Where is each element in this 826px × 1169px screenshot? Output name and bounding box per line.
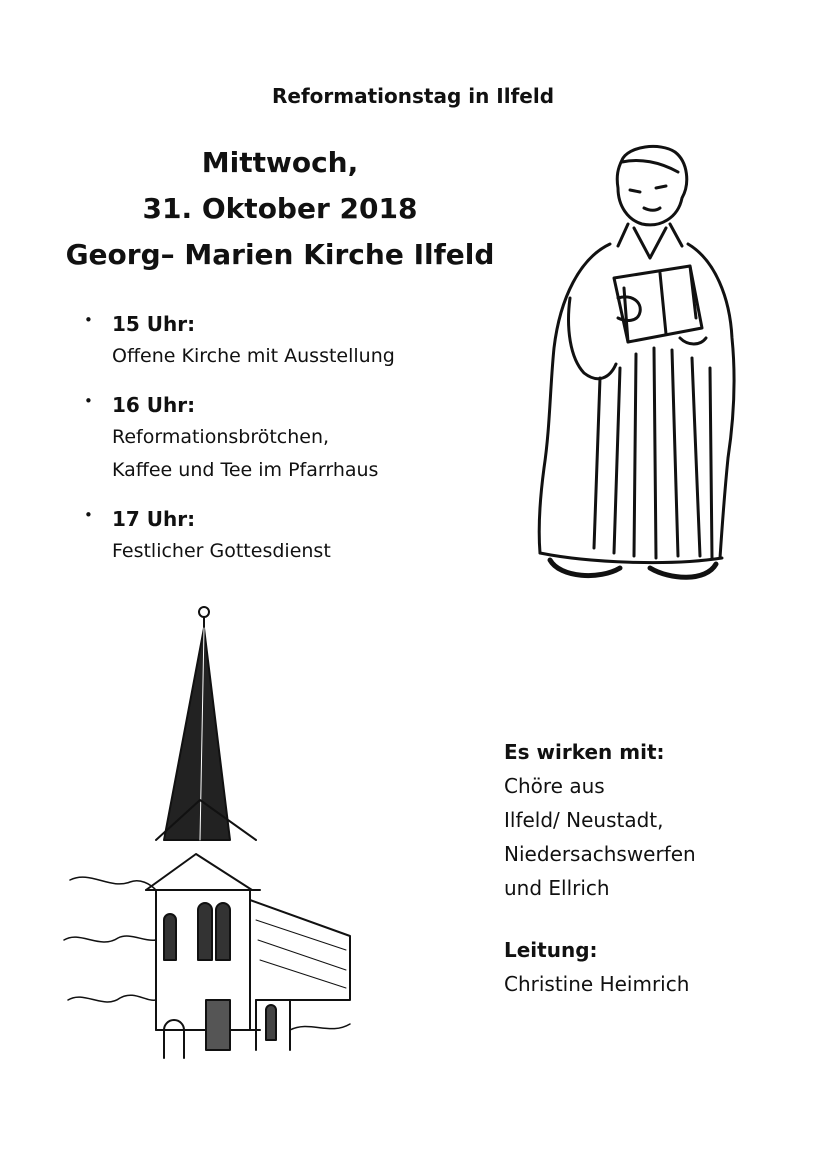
bullet-icon: •: [84, 311, 93, 329]
leader-name: Christine Heimrich: [504, 972, 690, 996]
schedule-time: 16 Uhr:: [112, 393, 196, 417]
schedule-time: 15 Uhr:: [112, 312, 196, 336]
schedule-description: Festlicher Gottesdienst: [112, 540, 331, 562]
participant-line: Ilfeld/ Neustadt,: [504, 808, 664, 832]
headline: [40, 140, 520, 278]
schedule-item: [84, 389, 504, 487]
participant-line: Chöre aus: [504, 774, 605, 798]
participants-heading: Es wirken mit:: [504, 740, 665, 764]
participant-line: und Ellrich: [504, 876, 610, 900]
leader-heading: Leitung:: [504, 938, 598, 962]
schedule-description: Reformationsbrötchen,: [112, 426, 330, 448]
bullet-icon: •: [84, 392, 93, 410]
schedule-list: [84, 308, 504, 584]
headline-venue: Georg– Marien Kirche Ilfeld: [65, 238, 495, 271]
schedule-description: Kaffee und Tee im Pfarrhaus: [112, 459, 379, 481]
luther-figure-illustration: [510, 128, 760, 628]
schedule-description: Offene Kirche mit Ausstellung: [112, 345, 395, 367]
event-subtitle: Reformationstag in Ilfeld: [271, 84, 555, 108]
spacer: [504, 905, 804, 933]
schedule-item: [84, 308, 504, 373]
participant-line: Niedersachswerfen: [504, 842, 696, 866]
schedule-item: [84, 503, 504, 568]
headline-date: 31. Oktober 2018: [142, 192, 418, 225]
schedule-time: 17 Uhr:: [112, 507, 196, 531]
credits: [504, 735, 804, 1001]
church-illustration: [60, 600, 360, 1060]
headline-day: Mittwoch,: [201, 146, 359, 179]
bullet-icon: •: [84, 506, 93, 524]
